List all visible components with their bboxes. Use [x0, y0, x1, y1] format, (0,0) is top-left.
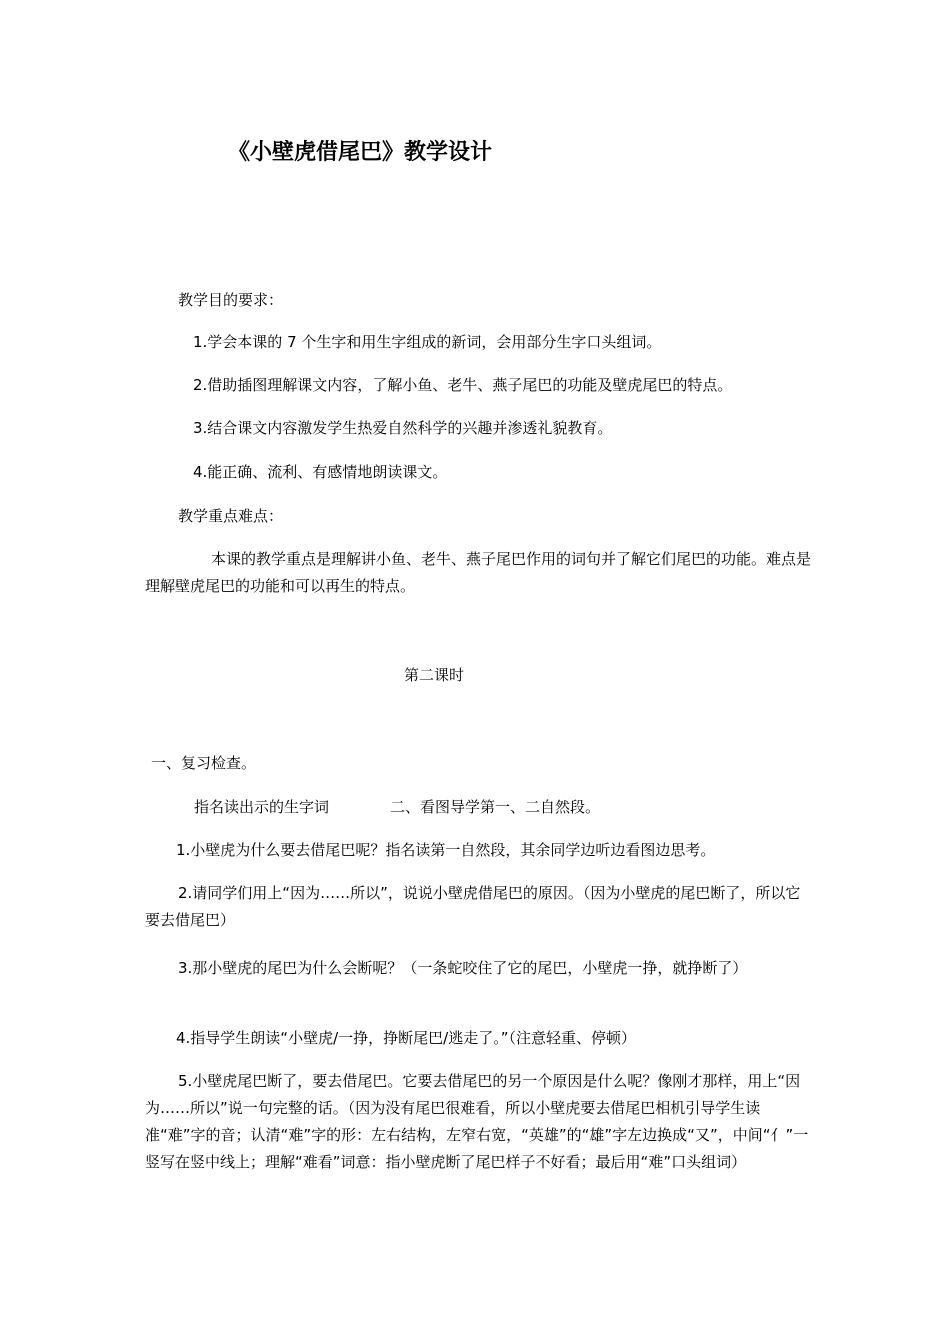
step-item: 1.小壁虎为什么要去借尾巴呢？指名读第一自然段，其余同学边听边看图边思考。 [176, 841, 716, 859]
lesson-heading: 第二课时 [404, 666, 465, 684]
document-title: 《小壁虎借尾巴》教学设计 [228, 140, 493, 165]
step-item: 5.小壁虎尾巴断了，要去借尾巴。它要去借尾巴的另一个原因是什么呢？像刚才那样，用上“因为……所以”说一句完整的话。（因为没有尾巴很难看，所以小壁虎要去借尾巴相机引导学生读准“难”字的音；认清“难”字的形：左右结构，左窄右宽，“英雄”的“雄”字左边换成“又”，中间“亻”一竖写在竖中线上；理解“难看”词意：指小壁虎断了尾巴样子不好看；最后用“难”口头组词） [145, 1072, 809, 1171]
objectives-heading: 教学目的要求： [178, 291, 284, 309]
section-heading: 二、看图导学第一、二自然段。 [390, 798, 601, 816]
review-item: 指名读出示的生字词 [194, 798, 330, 816]
section-heading: 一、复习检查。 [151, 754, 257, 772]
key-points-paragraph: 本课的教学重点是理解讲小鱼、老牛、燕子尾巴作用的词句并了解它们尾巴的功能。难点是理解壁虎尾巴的功能和可以再生的特点。 [145, 550, 812, 595]
key-points-heading: 教学重点难点： [178, 507, 284, 525]
objective-item: 1.学会本课的 7 个生字和用生字组成的新词，会用部分生字口头组词。 [193, 333, 662, 351]
step-item: 2.请同学们用上“因为……所以”，说说小壁虎借尾巴的原因。（因为小壁虎的尾巴断了，所以它要去借尾巴） [145, 884, 801, 929]
objective-item: 4.能正确、流利、有感情地朗读课文。 [193, 463, 448, 481]
objective-item: 2.借助插图理解课文内容，了解小鱼、老牛、燕子尾巴的功能及壁虎尾巴的特点。 [193, 376, 733, 394]
step-item: 4.指导学生朗读“小壁虎/一挣，挣断尾巴/逃走了。”（注意轻重、停顿） [176, 1029, 636, 1047]
objective-item: 3.结合课文内容激发学生热爱自然科学的兴趣并渗透礼貌教育。 [193, 419, 613, 437]
step-item: 3.那小壁虎的尾巴为什么会断呢？（一条蛇咬住了它的尾巴，小壁虎一挣，就挣断了） [178, 959, 748, 977]
